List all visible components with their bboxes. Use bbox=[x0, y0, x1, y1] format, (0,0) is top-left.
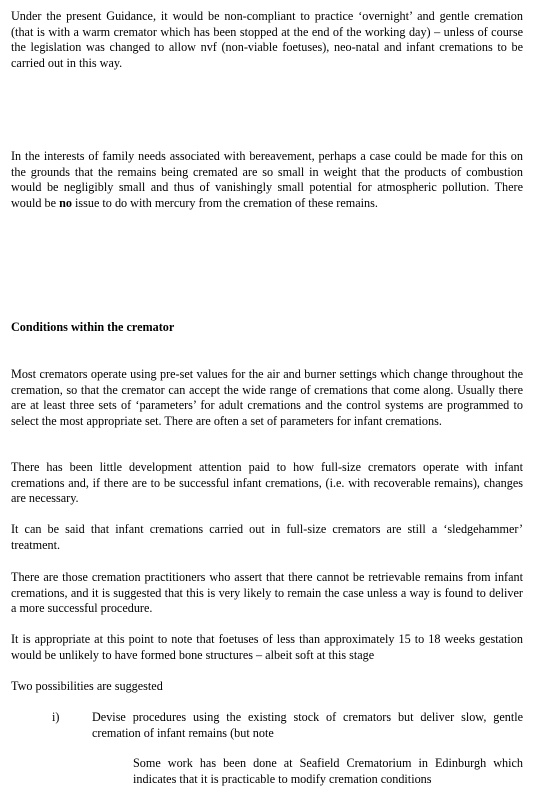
section-heading: Conditions within the cremator bbox=[11, 320, 175, 334]
paragraph-preset-values: Most cremators operate using pre-set values for the air and burner settings which change throughout the cremation, so that the cremator can accept the wide range of cremations that come along. Usually there are at least three sets of ‘parameters’ for adult cremations and the control systems are programmed to select the most appropriate set. There are often a set of parameters for infant cremations. bbox=[11, 367, 523, 428]
paragraph-seafield: Some work has been done at Seafield Crematorium in Edinburgh which indicates that it is practicable to modify cremation conditions bbox=[133, 756, 523, 786]
list-item-text: Devise procedures using the existing stock of cremators but deliver slow, gentle cremation of infant remains (but note bbox=[92, 710, 523, 740]
paragraph-sledgehammer: It can be said that infant cremations carried out in full-size cremators are still a ‘sledgehammer’ treatment. bbox=[11, 522, 523, 552]
paragraph-possibilities: Two possibilities are suggested bbox=[11, 679, 163, 693]
list-item-marker: i) bbox=[52, 710, 60, 724]
paragraph-family-needs-text: In the interests of family needs associated with bereavement, perhaps a case could be made for this on the grounds that the remains being cremated are so small in weight that the products of combustion would be negligibly small and thus of vanishingly small potential for atmospheric pollution. There would be bbox=[11, 149, 523, 210]
paragraph-family-needs-text-end: issue to do with mercury from the cremation of these remains. bbox=[71, 195, 378, 210]
paragraph-family-needs bbox=[11, 149, 523, 211]
emphasis-no: no bbox=[59, 195, 72, 210]
paragraph-retrievable-remains: There are those cremation practitioners who assert that there cannot be retrievable remains from infant cremations, and it is suggested that this is very likely to remain the case unless a way is found to deliver a more successful procedure. bbox=[11, 570, 523, 616]
paragraph-gestation: It is appropriate at this point to note that foetuses of less than approximately 15 to 18 weeks gestation would be unlikely to have formed bone structures – albeit soft at this stage bbox=[11, 632, 523, 662]
paragraph-overnight-cremation: Under the present Guidance, it would be non-compliant to practice ‘overnight’ and gentle cremation (that is with a warm cremator which has been stopped at the end of the working day) – unless of course the legislation was changed to allow nvf (non-viable foetuses), neo-natal and infant cremations to be carried out in this way. bbox=[11, 9, 523, 70]
paragraph-development-attention: There has been little development attention paid to how full-size cremators operate with infant cremations and, if there are to be successful infant cremations, (i.e. with recoverable remains), changes are necessary. bbox=[11, 460, 523, 506]
